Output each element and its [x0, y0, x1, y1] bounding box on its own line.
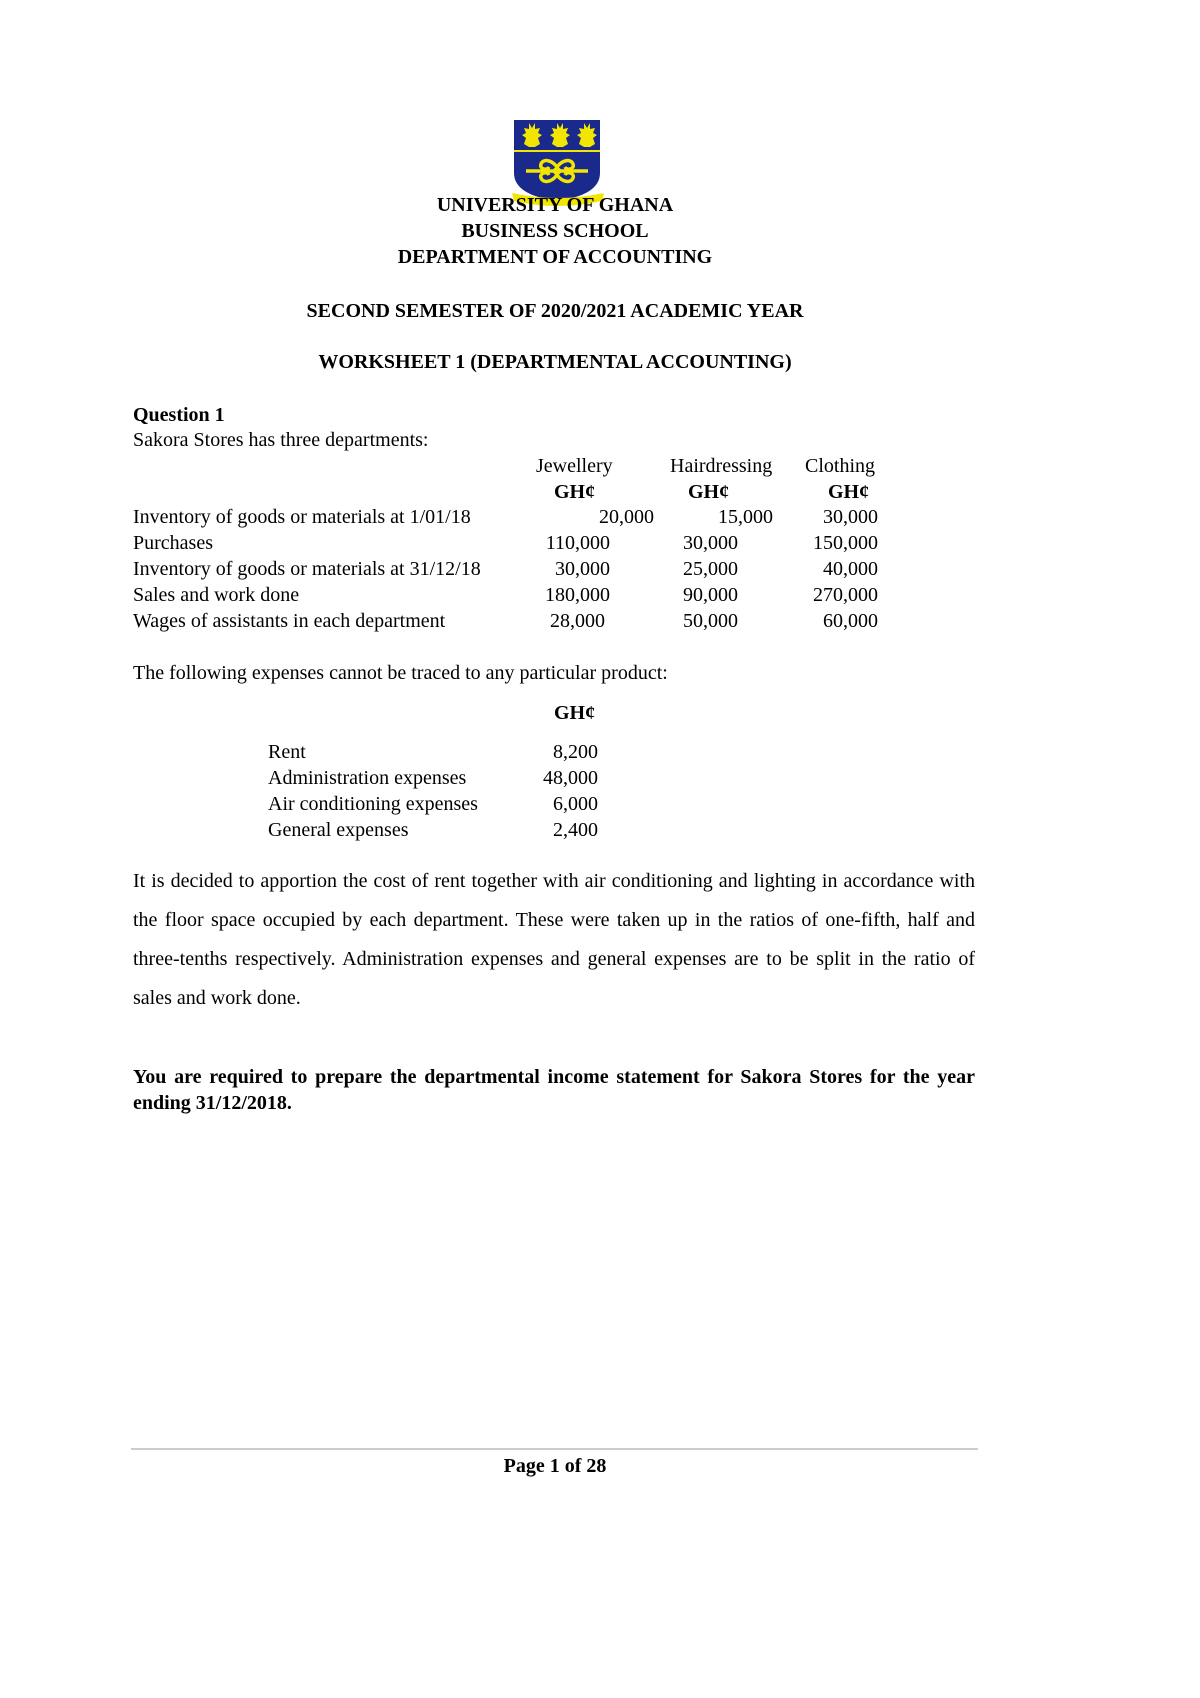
- value-jewellery: 30,000: [555, 558, 610, 580]
- expense-row: [268, 819, 608, 845]
- apportionment-paragraph: It is decided to apportion the cost of rent together with air conditioning and lighting in accordance with the floor space occupied by each department. These were taken up in the ratios of one-fifth, half and three-tenths respectively. Administration expenses and general expenses are to be split in the ratio of sales and work done.: [133, 870, 975, 1009]
- value-clothing: 60,000: [823, 610, 878, 632]
- value-hairdressing: 30,000: [683, 532, 738, 554]
- row-label: Inventory of goods or materials at 1/01/18: [133, 506, 471, 528]
- question-intro: Sakora Stores has three departments:: [133, 429, 429, 451]
- requirement-text: You are required to prepare the departmental income statement for Sakora Stores for the year ending 31/12/2018.: [133, 1066, 975, 1114]
- expense-value: 8,200: [553, 741, 598, 763]
- currency-hairdressing: GH¢: [688, 481, 730, 503]
- value-jewellery: 180,000: [545, 584, 610, 606]
- currency-clothing: GH¢: [828, 481, 870, 503]
- value-clothing: 40,000: [823, 558, 878, 580]
- row-label: Wages of assistants in each department: [133, 610, 446, 632]
- column-header-clothing: Clothing: [805, 455, 876, 477]
- page-number: Page 1 of 28: [503, 1455, 607, 1477]
- value-hairdressing: 50,000: [683, 610, 738, 632]
- value-hairdressing: 15,000: [718, 506, 773, 528]
- expenses-currency: GH¢: [554, 702, 596, 724]
- value-clothing: 270,000: [813, 584, 878, 606]
- row-label: Sales and work done: [133, 584, 300, 606]
- worksheet-title: WORKSHEET 1 (DEPARTMENTAL ACCOUNTING): [318, 351, 792, 373]
- row-label: Purchases: [133, 532, 213, 554]
- column-header-hairdressing: Hairdressing: [670, 455, 773, 477]
- value-clothing: 150,000: [813, 532, 878, 554]
- value-hairdressing: 90,000: [683, 584, 738, 606]
- table-row: [133, 584, 893, 610]
- semester-heading: SECOND SEMESTER OF 2020/2021 ACADEMIC YEAR: [306, 300, 804, 322]
- expense-row: [268, 767, 608, 793]
- table-row: [133, 558, 893, 584]
- university-name: UNIVERSITY OF GHANA: [436, 194, 674, 216]
- value-jewellery: 110,000: [545, 532, 610, 554]
- row-label: Inventory of goods or materials at 31/12/18: [133, 558, 481, 580]
- value-clothing: 30,000: [823, 506, 878, 528]
- column-header-jewellery: Jewellery: [536, 455, 613, 477]
- footer-divider: [131, 1448, 978, 1450]
- expense-row: [268, 741, 608, 767]
- department-name: DEPARTMENT OF ACCOUNTING: [397, 246, 713, 268]
- question-title: Question 1: [133, 404, 225, 426]
- expense-label: Air conditioning expenses: [268, 793, 478, 815]
- expense-label: Rent: [268, 741, 306, 763]
- currency-jewellery: GH¢: [554, 481, 596, 503]
- expense-value: 2,400: [553, 819, 598, 841]
- value-hairdressing: 25,000: [683, 558, 738, 580]
- expense-value: 48,000: [543, 767, 598, 789]
- expense-label: Administration expenses: [268, 767, 467, 789]
- table-row: [133, 532, 893, 558]
- school-name: BUSINESS SCHOOL: [461, 220, 649, 242]
- table-row: [133, 610, 893, 636]
- expense-row: [268, 793, 608, 819]
- expense-label: General expenses: [268, 819, 409, 841]
- table-row: [133, 506, 893, 532]
- expenses-intro: The following expenses cannot be traced to any particular product:: [133, 662, 668, 684]
- expense-value: 6,000: [553, 793, 598, 815]
- value-jewellery: 20,000: [599, 506, 654, 528]
- value-jewellery: 28,000: [550, 610, 605, 632]
